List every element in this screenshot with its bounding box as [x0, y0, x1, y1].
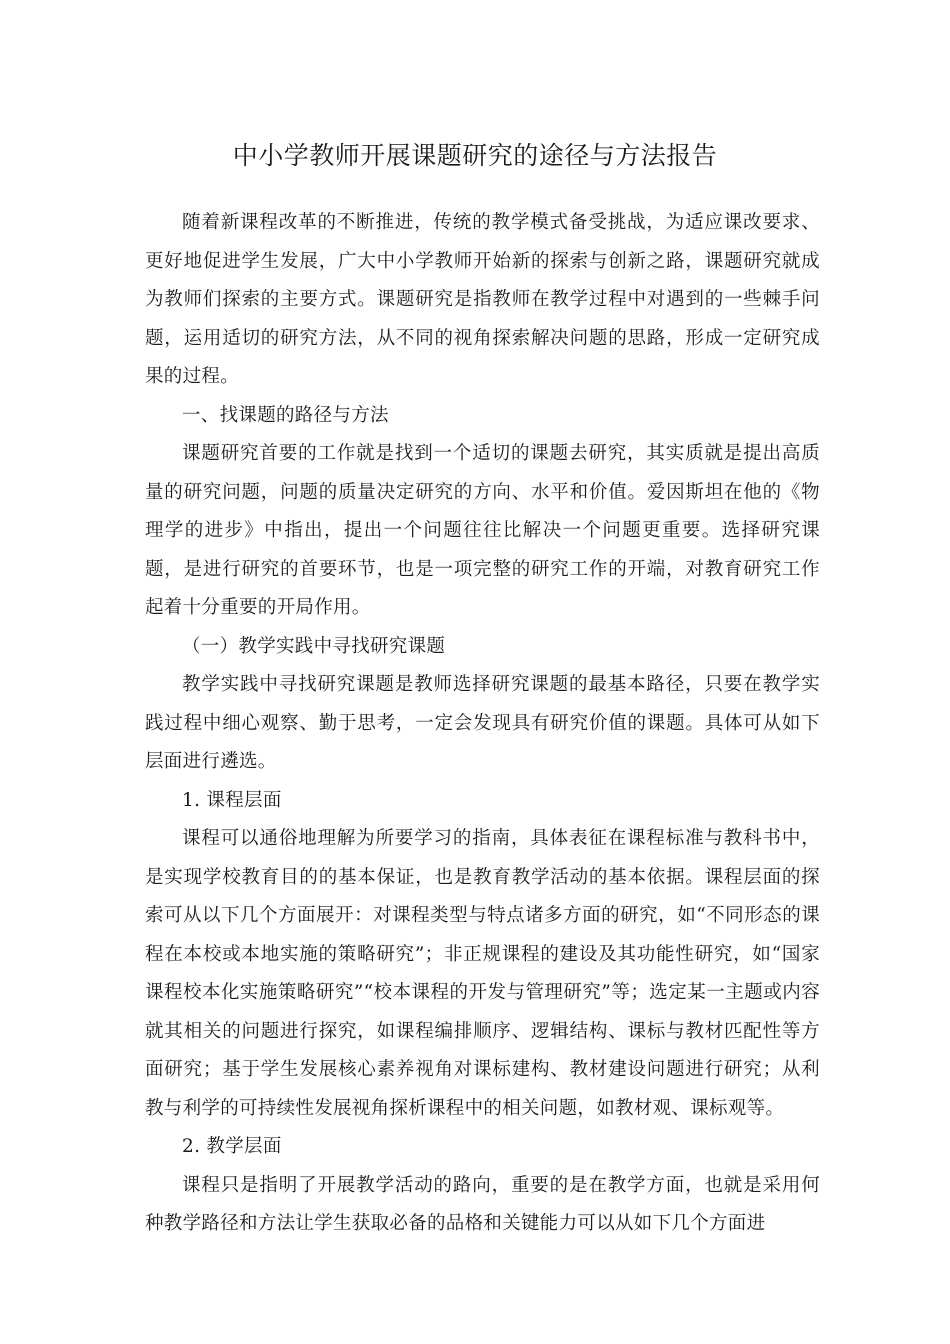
subsection-heading: （一）教学实践中寻找研究课题 [182, 635, 446, 657]
item-heading-curriculum: 1. 课程层面 [182, 789, 282, 811]
item-heading-teaching: 2. 教学层面 [182, 1136, 282, 1157]
document-title: 中小学教师开展课题研究的途径与方法报告 [232, 141, 718, 170]
paragraph: 课程可以通俗地理解为所要学习的指南，具体表征在课程标准与教科书中，是实现学校教育目的的基本保证，也是教育教学活动的基本依据。课程层面的探索可从以下几个方面展开：对课程类型与特点诸多方面的研究，如“不同形态的课程在本校或本地实施的策略研究”；非正规课程的建设及其功能性研究，如“国家课程校本化实施策略研究”“校本课程的开发与管理研究”等；选定某一主题或内容就其相关的问题进行探究，如课程编排顺序、逻辑结构、课标与教材匹配性等方面研究；基于学生发展核心素养视角对课标建构、教材建设问题进行研究；从利教与利学的可持续性发展视角探析课程中的相关问题，如教材观、课标观等。 [145, 828, 820, 1119]
intro-paragraph: 随着新课程改革的不断推进，传统的教学模式备受挑战，为适应课改要求、更好地促进学生发展，广大中小学教师开始新的探索与创新之路，课题研究就成为教师们探索的主要方式。课题研究是指教师在教学过程中对遇到的一些棘手问题，运用适切的研究方法，从不同的视角探索解决问题的思路，形成一定研究成果的过程。 [145, 212, 820, 387]
document-body [145, 204, 820, 1244]
paragraph: 课程只是指明了开展教学活动的路向，重要的是在教学方面，也就是采用何种教学路径和方法让学生获取必备的品格和关键能力可以从如下几个方面进 [145, 1174, 820, 1234]
paragraph: 课题研究首要的工作就是找到一个适切的课题去研究，其实质就是提出高质量的研究问题，问题的质量决定研究的方向、水平和价值。爱因斯坦在他的《物理学的进步》中指出，提出一个问题往往比解决一个问题更重要。选择研究课题，是进行研究的首要环节，也是一项完整的研究工作的开端，对教育研究工作起着十分重要的开局作用。 [145, 443, 820, 618]
paragraph: 教学实践中寻找研究课题是教师选择研究课题的最基本路径，只要在教学实践过程中细心观察、勤于思考，一定会发现具有研究价值的课题。具体可从如下层面进行遴选。 [145, 674, 820, 772]
section-heading-1: 一、找课题的路径与方法 [182, 404, 389, 426]
